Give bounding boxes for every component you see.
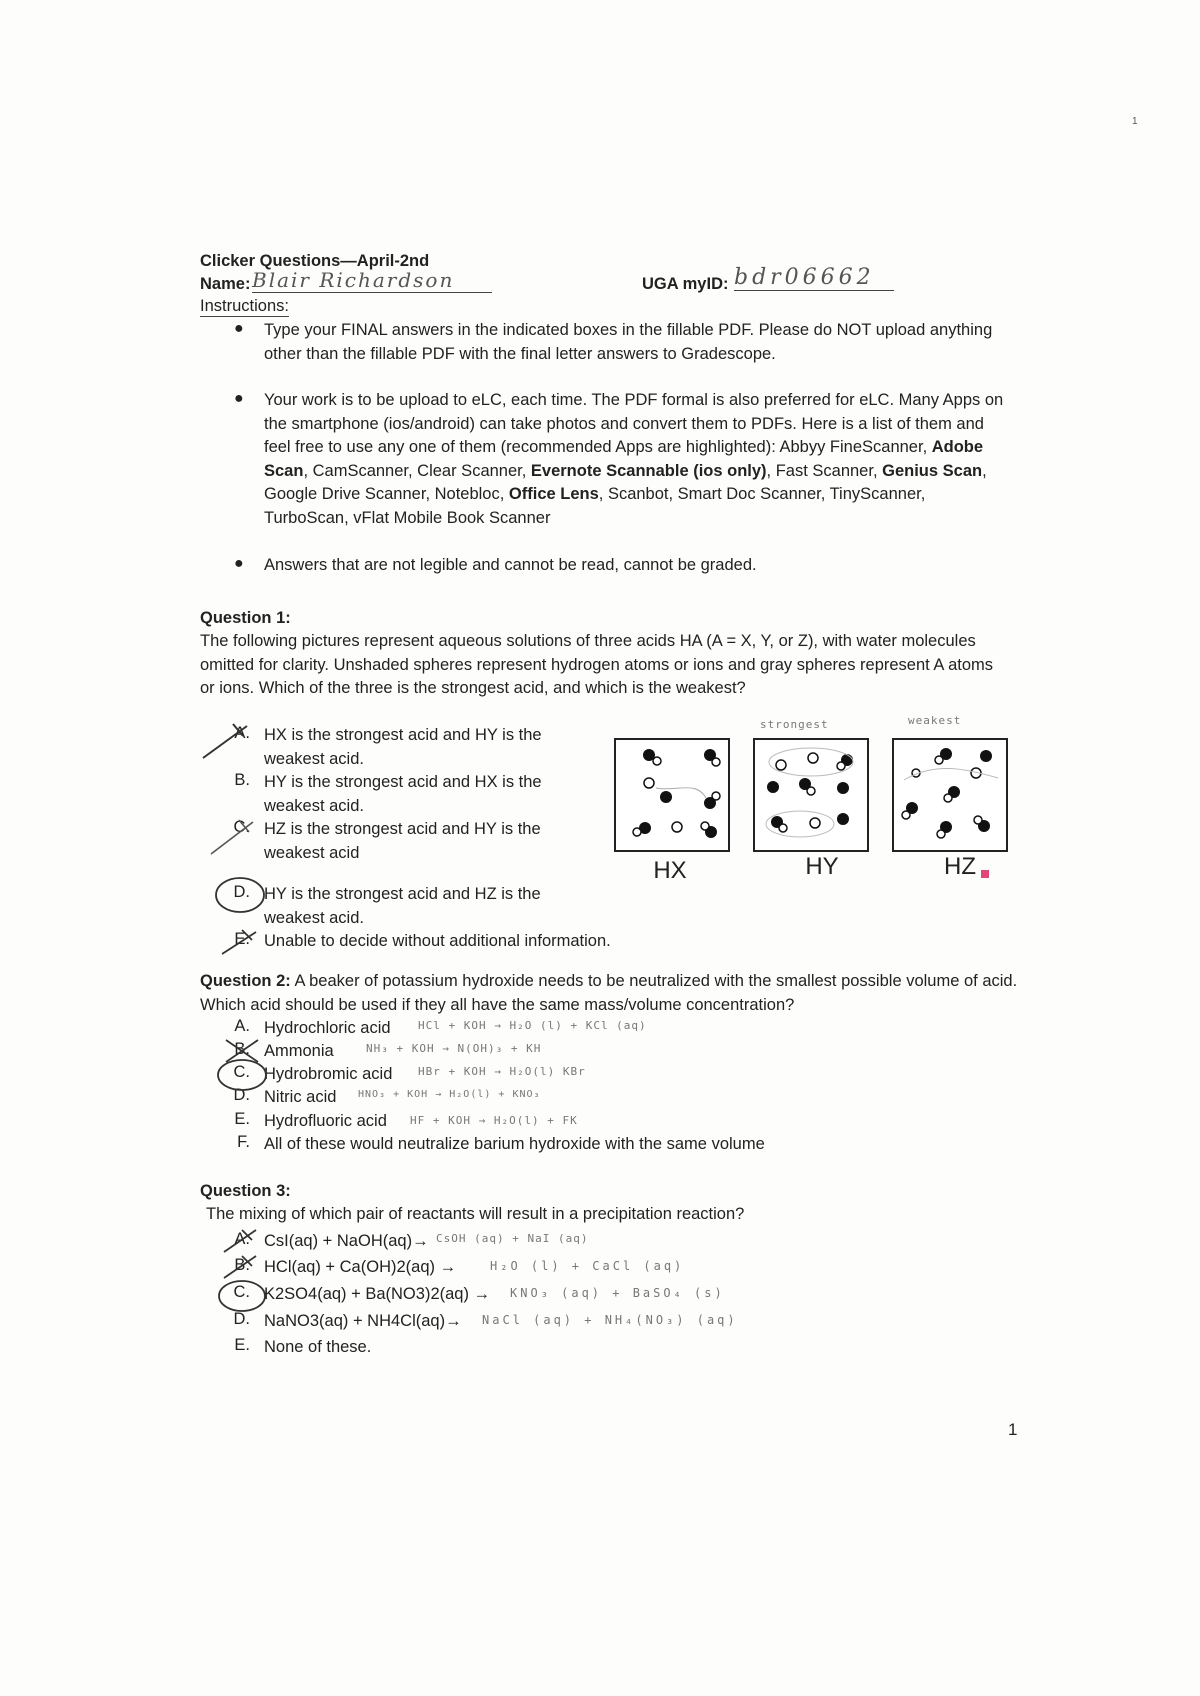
hx-solution-box — [614, 738, 730, 852]
scanner-app-name: Clear Scanner — [417, 461, 522, 480]
label-hz: HZ — [944, 853, 976, 880]
q2-work-b: NH₃ + KOH → N(OH)₃ + KH — [366, 1042, 542, 1055]
q2-work-c: HBr + KOH → H₂O(l) KBr — [418, 1065, 586, 1078]
q1-option-a-letter: A. — [234, 724, 250, 742]
scanner-app-name: TurboScan — [264, 508, 345, 527]
instruction-2: Your work is to be upload to eLC, each time. The PDF formal is also preferred for eLC. Many Apps on the smartphone (ios/android) can take photos and convert them to PDFs. Here is a list of them and feel free to use any one of them (recommended Apps are highlighted): Abbyy FineScanner, Adobe Scan, CamScanner, Clear Scanner, Evernote Scannable (ios only), Fast Scanner, Genius Scan, Google Drive Scanner, Notebloc, Office Lens, Scanbot, Smart Doc Scanner, TinyScanner, TurboScan, vFlat Mobile Book Scanner — [264, 391, 1004, 527]
scanner-app-name: TinyScanner — [829, 485, 921, 503]
page-title: Clicker Questions—April-2nd — [200, 252, 430, 270]
q2-prompt: Question 2: A beaker of potassium hydroxide needs to be neutralized with the smallest possible volume of acid. Which acid should be used if they all have the same mass/volume concentration? — [200, 972, 1018, 1014]
q2-option-e-letter: E. — [234, 1110, 250, 1128]
scanner-app-name: Evernote Scannable (ios only) — [530, 461, 767, 480]
hy-molecules — [755, 740, 867, 850]
hy-solution-box — [753, 738, 869, 852]
q3-option-d-letter: D. — [233, 1310, 250, 1328]
q2-c-circle-mark — [215, 1057, 269, 1093]
q2-option-a-letter: A. — [234, 1017, 250, 1035]
q2-option-f-letter: F. — [237, 1133, 250, 1151]
q1-option-a[interactable]: HX is the strongest acid and HY is the weakest acid. — [264, 726, 542, 768]
bullet-2: ● — [234, 390, 244, 407]
label-hx: HX — [653, 857, 687, 884]
scanner-app-name: Genius Scan — [882, 461, 983, 480]
q1-option-b-letter: B. — [234, 771, 250, 789]
q3-work-a: CsOH (aq) + NaI (aq) — [436, 1232, 589, 1245]
q2-option-d-letter: D. — [233, 1086, 250, 1104]
q3-work-c: KNO₃ (aq) + BaSO₄ (s) — [510, 1286, 725, 1300]
page-number: 1 — [1008, 1420, 1018, 1439]
q2-option-f[interactable]: All of these would neutralize barium hydroxide with the same volume — [264, 1135, 765, 1153]
bullet-1: ● — [234, 320, 244, 337]
id-value: bdr06662 — [734, 265, 894, 291]
instruction-1: Type your FINAL answers in the indicated boxes in the fillable PDF. Please do NOT upload anything other than the fillable PDF with the final letter answers to Gradescope. — [264, 321, 993, 363]
scanner-app-name: Office Lens — [508, 485, 599, 503]
q2-option-d[interactable]: Nitric acid — [264, 1088, 337, 1106]
q2-option-a[interactable]: Hydrochloric acid — [264, 1019, 391, 1037]
q3-option-c-letter: C. — [233, 1283, 250, 1301]
scanner-app-list: Adobe Scan, CamScanner, Clear Scanner, Evernote Scannable (ios only), Fast Scanner, Genius Scan, Google Drive Scanner, Notebloc, Office Lens, Scanbot, Smart Doc Scanner, TinyScanner, TurboScan, vFlat Mobile Book Scanner — [264, 438, 987, 527]
q3-heading: Question 3: — [200, 1182, 291, 1200]
instruction-3: Answers that are not legible and cannot be read, cannot be graded. — [264, 556, 757, 574]
q1-option-d-letter: D. — [233, 883, 250, 901]
bullet-3: ● — [234, 555, 244, 572]
q3-option-a[interactable]: CsI(aq) + NaOH(aq)→ — [264, 1232, 429, 1250]
hz-molecules — [894, 740, 1006, 850]
q2-option-b[interactable]: Ammonia — [264, 1042, 334, 1060]
q3-option-e-letter: E. — [234, 1336, 250, 1354]
q2-option-c-letter: C. — [233, 1063, 250, 1081]
name-label: Name: — [200, 275, 251, 293]
scanner-app-name: Scanbot — [607, 485, 669, 503]
name-value: Blair Richardson — [252, 268, 492, 293]
q1-option-c-letter: C. — [233, 818, 250, 836]
q3-work-b: H₂O (l) + CaCl (aq) — [490, 1259, 685, 1273]
q1-option-d[interactable]: HY is the strongest acid and HZ is the weakest acid. — [264, 885, 541, 927]
note-weakest: weakest — [908, 714, 962, 727]
hx-molecules — [616, 740, 728, 850]
q1-a-cross-mark — [195, 718, 255, 768]
hz-solution-box — [892, 738, 1008, 852]
q1-option-e-letter: E. — [234, 930, 250, 948]
q1-heading: Question 1: — [200, 609, 291, 627]
q3-work-d: NaCl (aq) + NH₄(NO₃) (aq) — [482, 1313, 738, 1327]
q1-option-b[interactable]: HY is the strongest acid and HX is the weakest acid. — [264, 773, 542, 815]
scanner-app-name: Google Drive Scanner — [264, 485, 426, 503]
q2-option-c[interactable]: Hydrobromic acid — [264, 1065, 393, 1083]
note-strongest: strongest — [760, 718, 829, 731]
q3-option-c[interactable]: K2SO4(aq) + Ba(NO3)2(aq) → — [264, 1285, 491, 1303]
scanner-app-name: Adobe Scan — [264, 438, 984, 480]
page-mark: 1 — [1132, 116, 1138, 127]
scanner-app-name: Smart Doc Scanner — [677, 485, 821, 503]
q1-prompt: The following pictures represent aqueous solutions of three acids HA (A = X, Y, or Z), with water molecules omitted for clarity. Unshaded spheres represent hydrogen atoms or ions and gray spheres represent A atoms or ions. Which of the three is the strongest acid, and which is the weakest? — [200, 632, 994, 697]
q1-e-cross-mark — [216, 924, 264, 960]
q3-prompt: The mixing of which pair of reactants will result in a precipitation reaction? — [206, 1205, 745, 1223]
q2-work-e: HF + KOH → H₂O(l) + FK — [410, 1114, 578, 1127]
q2-option-e[interactable]: Hydrofluoric acid — [264, 1112, 387, 1130]
q3-option-a-letter: A. — [234, 1230, 250, 1248]
q2-work-a: HCl + KOH → H₂O (l) + KCl (aq) — [418, 1019, 647, 1032]
q1-option-c[interactable]: HZ is the strongest acid and HY is the weakest acid — [264, 820, 541, 862]
scanner-app-name: Fast Scanner — [775, 461, 873, 480]
scanner-app-name: vFlat Mobile Book Scanner — [353, 508, 551, 527]
q3-option-b-letter: B. — [234, 1256, 250, 1274]
q1-d-circle-mark — [213, 875, 273, 919]
instructions-heading: Instructions: — [200, 297, 289, 315]
q2-option-b-letter: B. — [234, 1040, 250, 1058]
scanner-app-name: Notebloc — [434, 485, 500, 503]
q3-option-e[interactable]: None of these. — [264, 1338, 372, 1356]
scanner-app-name: CamScanner — [312, 461, 408, 480]
q3-c-circle-mark — [216, 1278, 268, 1314]
q2-work-d: HNO₃ + KOH → H₂O(l) + KNO₃ — [358, 1089, 541, 1100]
q3-option-d[interactable]: NaNO3(aq) + NH4Cl(aq)→ — [264, 1312, 462, 1330]
q3-option-b[interactable]: HCl(aq) + Ca(OH)2(aq) → — [264, 1258, 457, 1276]
pink-highlight-mark — [981, 870, 989, 878]
q1-c-cross-mark — [205, 814, 260, 864]
id-label: UGA myID: — [642, 275, 729, 293]
label-hy: HY — [805, 853, 839, 880]
q1-option-e[interactable]: Unable to decide without additional information. — [264, 932, 611, 950]
